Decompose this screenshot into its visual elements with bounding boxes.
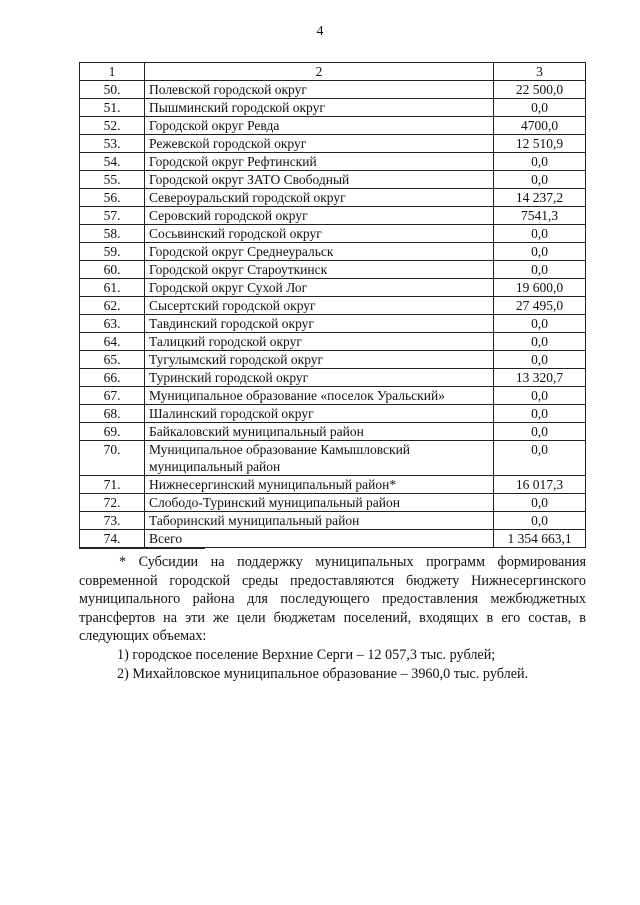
row-value: 0,0 [494, 494, 586, 512]
table-row [80, 369, 586, 387]
row-number: 64. [80, 333, 145, 351]
row-name: Нижнесергинский муниципальный район* [145, 476, 494, 494]
row-value: 12 510,9 [494, 135, 586, 153]
footnote-divider [79, 548, 205, 549]
row-value: 0,0 [494, 405, 586, 423]
row-number: 65. [80, 351, 145, 369]
header-cell: 2 [145, 63, 494, 81]
row-number: 59. [80, 243, 145, 261]
row-value: 4700,0 [494, 117, 586, 135]
row-name: Полевской городской округ [145, 81, 494, 99]
table-row [80, 81, 586, 99]
row-name: Городской округ ЗАТО Свободный [145, 171, 494, 189]
row-value: 0,0 [494, 441, 586, 476]
footnote-item: 1) городское поселение Верхние Серги – 12 057,3 тыс. рублей; [117, 646, 496, 663]
row-name: Талицкий городской округ [145, 333, 494, 351]
row-value: 0,0 [494, 387, 586, 405]
row-value: 13 320,7 [494, 369, 586, 387]
row-name: Городской округ Рефтинский [145, 153, 494, 171]
table-row [80, 476, 586, 494]
row-name: Сысертский городской округ [145, 297, 494, 315]
row-value: 27 495,0 [494, 297, 586, 315]
row-value: 0,0 [494, 99, 586, 117]
row-value: 0,0 [494, 261, 586, 279]
table-row [80, 423, 586, 441]
footnote-item: 2) Михайловское муниципальное образование – 3960,0 тыс. рублей. [117, 665, 529, 682]
row-number: 70. [80, 441, 145, 476]
table-row [80, 494, 586, 512]
table-row [80, 333, 586, 351]
row-name: Туринский городской округ [145, 369, 494, 387]
table-row [80, 171, 586, 189]
row-name: Городской округ Староуткинск [145, 261, 494, 279]
table-row [80, 441, 586, 476]
table-header-row [80, 63, 586, 81]
footnote-text: * Субсидии на поддержку муниципальных программ формирования современной городской среды предоставляются бюджету Нижнесергинского муниципального района для последующего предоставления межбюджетных трансфертов на эти же цели бюджетам поселений, входящих в его состав, в следующих объемах: [79, 554, 586, 645]
table-row [80, 117, 586, 135]
row-value: 0,0 [494, 423, 586, 441]
row-number: 67. [80, 387, 145, 405]
row-number: 53. [80, 135, 145, 153]
row-number: 57. [80, 207, 145, 225]
row-number: 71. [80, 476, 145, 494]
row-value: 0,0 [494, 225, 586, 243]
row-value: 22 500,0 [494, 81, 586, 99]
budget-table [79, 62, 586, 548]
row-name: Муниципальное образование Камышловский муниципальный район [145, 441, 494, 476]
row-value: 14 237,2 [494, 189, 586, 207]
row-name: Сосьвинский городской округ [145, 225, 494, 243]
table-row [80, 189, 586, 207]
table-row [80, 153, 586, 171]
row-name: Муниципальное образование «поселок Уральский» [145, 387, 494, 405]
row-number: 69. [80, 423, 145, 441]
row-name: Шалинский городской округ [145, 405, 494, 423]
row-name: Городской округ Ревда [145, 117, 494, 135]
table-row [80, 243, 586, 261]
row-value: 0,0 [494, 351, 586, 369]
row-number: 51. [80, 99, 145, 117]
table-row [80, 225, 586, 243]
row-number: 52. [80, 117, 145, 135]
row-name: Таборинский муниципальный район [145, 512, 494, 530]
table-row [80, 279, 586, 297]
row-number: 62. [80, 297, 145, 315]
table-row [80, 530, 586, 548]
row-number: 72. [80, 494, 145, 512]
row-number: 61. [80, 279, 145, 297]
row-value: 16 017,3 [494, 476, 586, 494]
row-number: 60. [80, 261, 145, 279]
row-name: Североуральский городской округ [145, 189, 494, 207]
table-row [80, 297, 586, 315]
table-row [80, 99, 586, 117]
row-number: 68. [80, 405, 145, 423]
row-name: Городской округ Сухой Лог [145, 279, 494, 297]
header-cell: 1 [80, 63, 145, 81]
row-number: 74. [80, 530, 145, 548]
row-name: Всего [145, 530, 494, 548]
row-number: 50. [80, 81, 145, 99]
row-value: 0,0 [494, 315, 586, 333]
row-name: Тугулымский городской округ [145, 351, 494, 369]
row-value: 0,0 [494, 333, 586, 351]
row-number: 63. [80, 315, 145, 333]
row-number: 54. [80, 153, 145, 171]
row-name: Тавдинский городской округ [145, 315, 494, 333]
row-number: 58. [80, 225, 145, 243]
row-name: Серовский городской округ [145, 207, 494, 225]
row-value: 0,0 [494, 512, 586, 530]
header-cell: 3 [494, 63, 586, 81]
table-row [80, 512, 586, 530]
table-row [80, 135, 586, 153]
table-row [80, 405, 586, 423]
row-value: 19 600,0 [494, 279, 586, 297]
row-value: 0,0 [494, 171, 586, 189]
table-row [80, 207, 586, 225]
row-value: 7541,3 [494, 207, 586, 225]
row-name: Городской округ Среднеуральск [145, 243, 494, 261]
table-row [80, 387, 586, 405]
row-number: 55. [80, 171, 145, 189]
row-number: 73. [80, 512, 145, 530]
row-name: Слободо-Туринский муниципальный район [145, 494, 494, 512]
row-name: Режевской городской округ [145, 135, 494, 153]
row-value: 1 354 663,1 [494, 530, 586, 548]
table-row [80, 261, 586, 279]
page-number: 4 [316, 24, 324, 39]
row-name: Байкаловский муниципальный район [145, 423, 494, 441]
table-row [80, 351, 586, 369]
row-number: 66. [80, 369, 145, 387]
footnote [79, 553, 586, 683]
row-number: 56. [80, 189, 145, 207]
row-value: 0,0 [494, 243, 586, 261]
table-row [80, 315, 586, 333]
row-value: 0,0 [494, 153, 586, 171]
row-name: Пышминский городской округ [145, 99, 494, 117]
